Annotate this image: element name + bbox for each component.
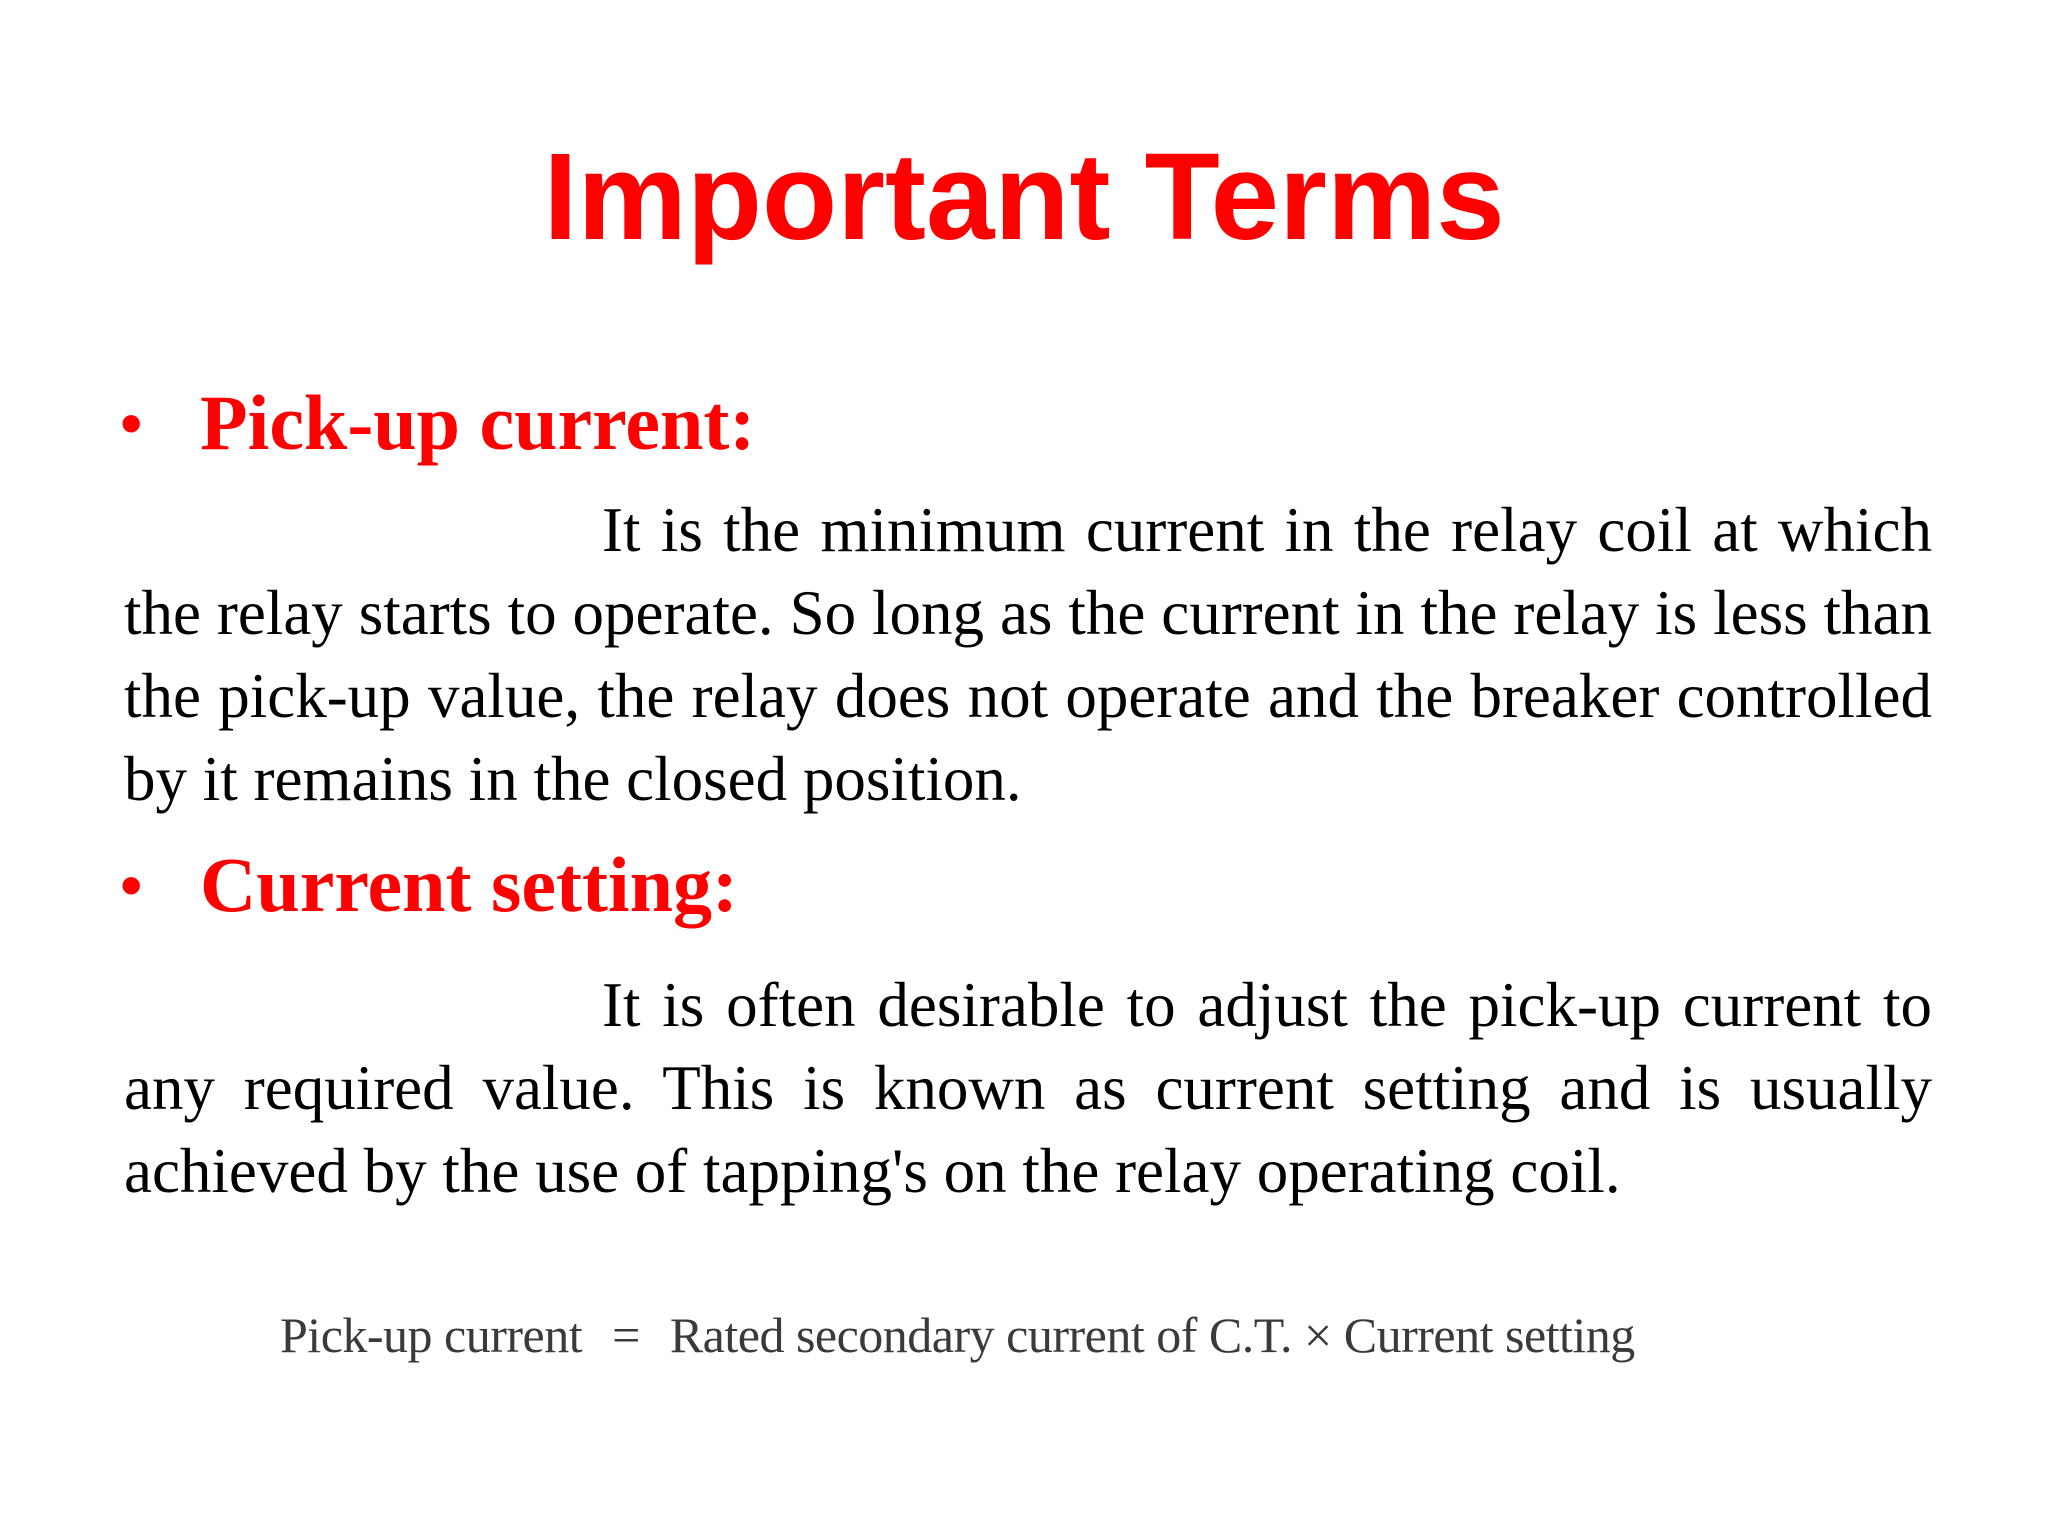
bullet-icon: • xyxy=(120,387,143,459)
formula-pickup-current xyxy=(280,1300,1780,1370)
bullet-heading-current-setting xyxy=(120,840,738,930)
bullet-heading-pickup-current xyxy=(120,378,755,468)
heading-text: Current setting: xyxy=(200,841,738,928)
paragraph-pickup-current xyxy=(124,489,1932,821)
paragraph-text: It is the minimum current in the relay coil at which the relay starts to operate. So long as the current in the relay is less than the pick-up value, the relay does not operate and the breaker controlled by it remains in the closed position. xyxy=(124,495,1932,814)
slide-title: Important Terms xyxy=(543,129,1505,266)
paragraph-text: It is often desirable to adjust the pick-up current to any required value. This is known as current setting and is usually achieved by the use of tapping's on the relay operating coil. xyxy=(124,970,1932,1206)
formula-lhs: Pick-up current xyxy=(280,1307,583,1363)
bullet-icon: • xyxy=(120,849,143,921)
formula-rhs: Rated secondary current of C.T. × Current setting xyxy=(669,1307,1635,1363)
heading-text: Pick-up current: xyxy=(200,379,756,466)
paragraph-current-setting xyxy=(124,964,1932,1213)
formula-equals: = xyxy=(612,1307,640,1363)
